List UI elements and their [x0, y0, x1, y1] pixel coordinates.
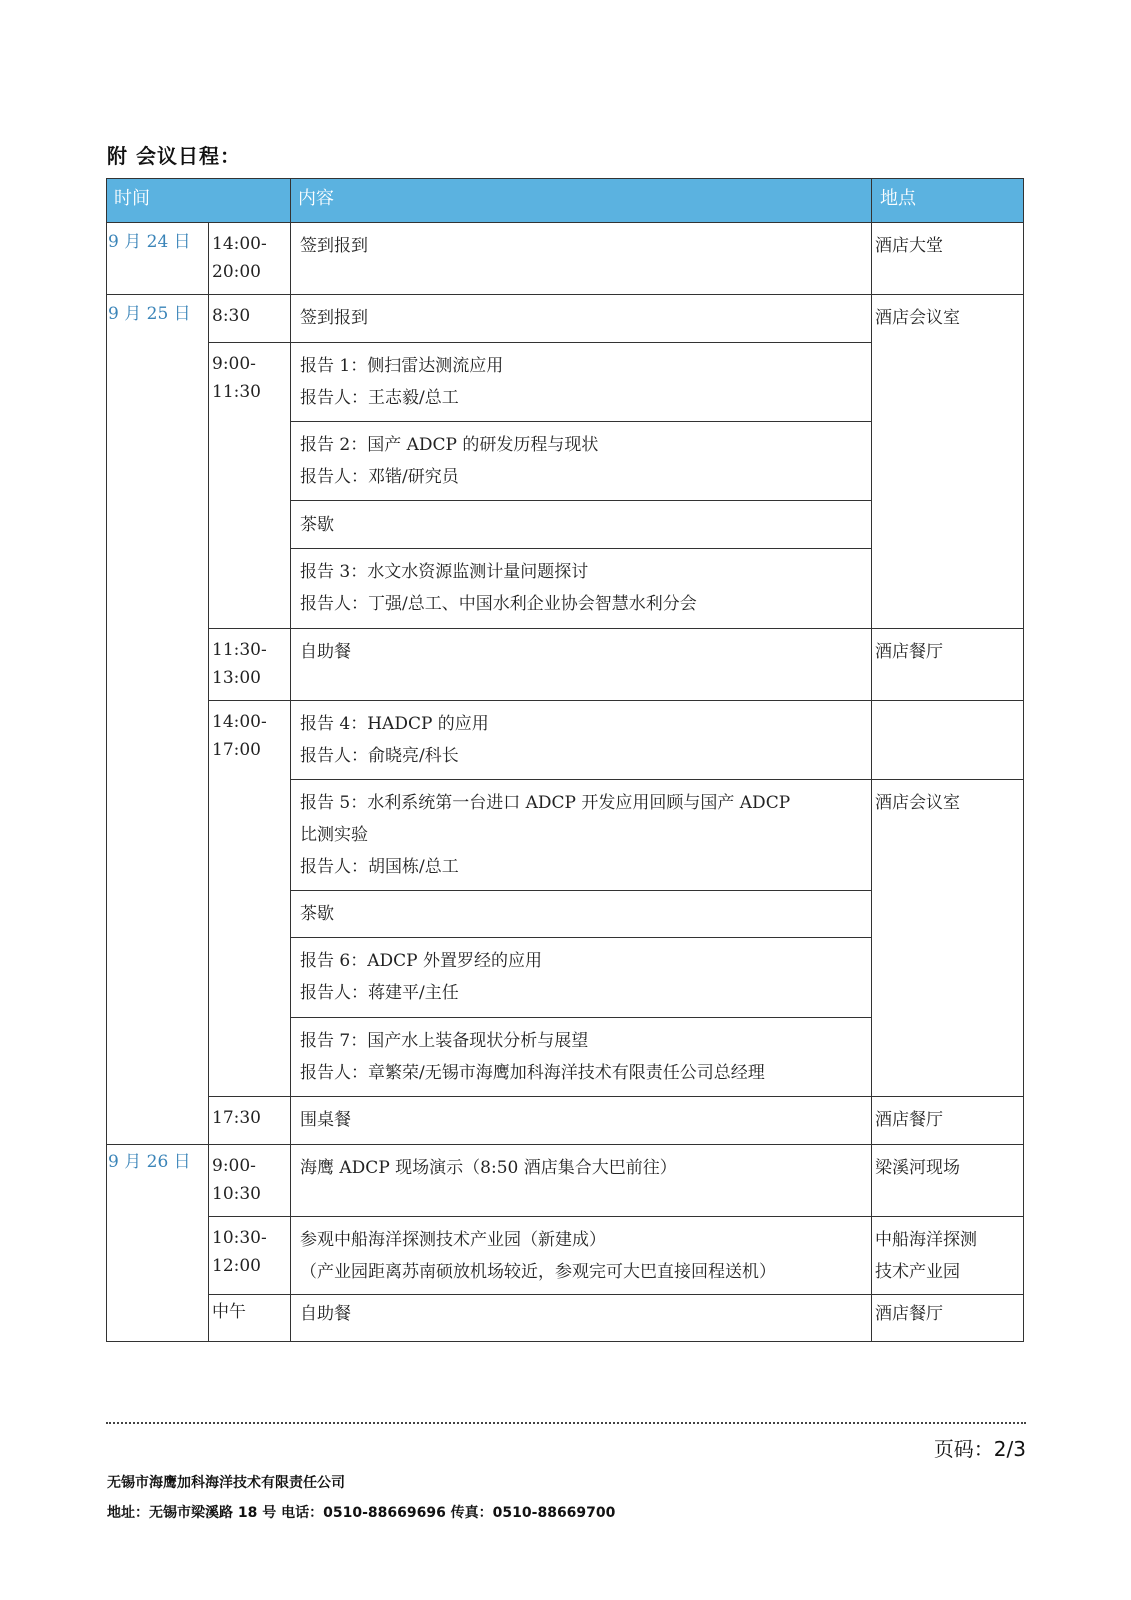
row-divider: [290, 548, 872, 549]
company-address: 地址：无锡市梁溪路 18 号 电话：0510-88669696 传真：0510-88669700: [107, 1505, 616, 1521]
row-divider: [208, 342, 872, 343]
location-cell: 酒店餐厅: [875, 642, 943, 662]
content-cell: 海鹰 ADCP 现场演示（8:50 酒店集合大巴前往）: [300, 1158, 677, 1178]
content-cell: 签到报到: [300, 308, 368, 328]
row-divider: [106, 222, 1024, 223]
row-divider: [290, 890, 872, 891]
row-divider: [290, 421, 872, 422]
page-title: 附 会议日程：: [107, 144, 241, 168]
location-cell: 梁溪河现场: [875, 1158, 960, 1178]
row-divider: [208, 1096, 1024, 1097]
location-cell: 中船海洋探测 技术产业园: [875, 1230, 977, 1282]
content-cell: 签到报到: [300, 236, 368, 256]
content-cell: 报告 3：水文水资源监测计量问题探讨 报告人：丁强/总工、中国水利企业协会智慧水利分会: [300, 562, 697, 614]
row-divider: [106, 294, 1024, 295]
column-divider: [290, 178, 291, 1342]
header-content: 内容: [290, 178, 872, 222]
row-divider: [290, 1017, 872, 1018]
table-border: [1023, 178, 1024, 1342]
time-cell: 9:00- 11:30: [212, 354, 261, 402]
content-cell: 围桌餐: [300, 1110, 351, 1130]
company-name: 无锡市海鹰加科海洋技术有限责任公司: [107, 1475, 345, 1491]
time-cell: 14:00- 20:00: [212, 234, 267, 282]
time-cell: 9:00- 10:30: [212, 1156, 261, 1204]
content-cell: 报告 7：国产水上装备现状分析与展望 报告人：章繁荣/无锡市海鹰加科海洋技术有限责任公司总经理: [300, 1031, 765, 1083]
row-divider: [208, 1294, 1024, 1295]
time-cell: 14:00- 17:00: [212, 712, 267, 760]
header-location: 地点: [872, 178, 1024, 222]
location-cell: 酒店会议室: [875, 793, 960, 813]
content-cell: 参观中船海洋探测技术产业园（新建成） （产业园距离苏南硕放机场较近，参观完可大巴直接回程送机）: [300, 1230, 776, 1282]
content-cell: 报告 6：ADCP 外置罗经的应用 报告人：蒋建平/主任: [300, 951, 542, 1003]
row-divider: [290, 779, 1024, 780]
row-divider: [290, 500, 872, 501]
date-sep-25: 9 月 25 日: [108, 304, 191, 324]
content-cell: 自助餐: [300, 1304, 351, 1324]
date-sep-26: 9 月 26 日: [108, 1152, 191, 1172]
header-time: 时间: [106, 178, 290, 222]
row-divider: [208, 1216, 1024, 1217]
row-divider: [208, 628, 1024, 629]
row-divider: [106, 1144, 1024, 1145]
time-cell: 17:30: [212, 1108, 261, 1128]
location-cell: 酒店餐厅: [875, 1110, 943, 1130]
content-cell: 报告 1：侧扫雷达测流应用 报告人：王志毅/总工: [300, 356, 504, 408]
column-divider: [208, 222, 209, 1342]
time-cell: 11:30- 13:00: [212, 640, 267, 688]
row-divider: [290, 937, 872, 938]
content-cell: 报告 2：国产 ADCP 的研发历程与现状 报告人：邓锴/研究员: [300, 435, 599, 487]
time-cell: 8:30: [212, 306, 251, 326]
content-cell: 报告 5：水利系统第一台进口 ADCP 开发应用回顾与国产 ADCP 比测实验 报告人：胡国栋/总工: [300, 793, 791, 877]
content-cell: 自助餐: [300, 642, 351, 662]
location-cell: 酒店大堂: [875, 236, 943, 256]
footer-divider: [106, 1422, 1026, 1424]
schedule-table: [106, 178, 1024, 1373]
date-sep-24: 9 月 24 日: [108, 232, 191, 252]
content-cell: 茶歇: [300, 515, 334, 535]
location-cell: 酒店会议室: [875, 308, 960, 328]
time-cell: 10:30- 12:00: [212, 1228, 267, 1276]
row-divider: [208, 700, 1024, 701]
time-cell: 中午: [212, 1302, 246, 1322]
location-cell: 酒店餐厅: [875, 1304, 943, 1324]
page-number: 页码：2/3: [933, 1437, 1026, 1461]
table-border: [106, 178, 1024, 179]
content-cell: 报告 4：HADCP 的应用 报告人：俞晓亮/科长: [300, 714, 489, 766]
column-divider: [871, 178, 872, 1342]
table-border: [106, 1341, 1024, 1342]
table-border: [106, 178, 107, 1342]
content-cell: 茶歇: [300, 904, 334, 924]
